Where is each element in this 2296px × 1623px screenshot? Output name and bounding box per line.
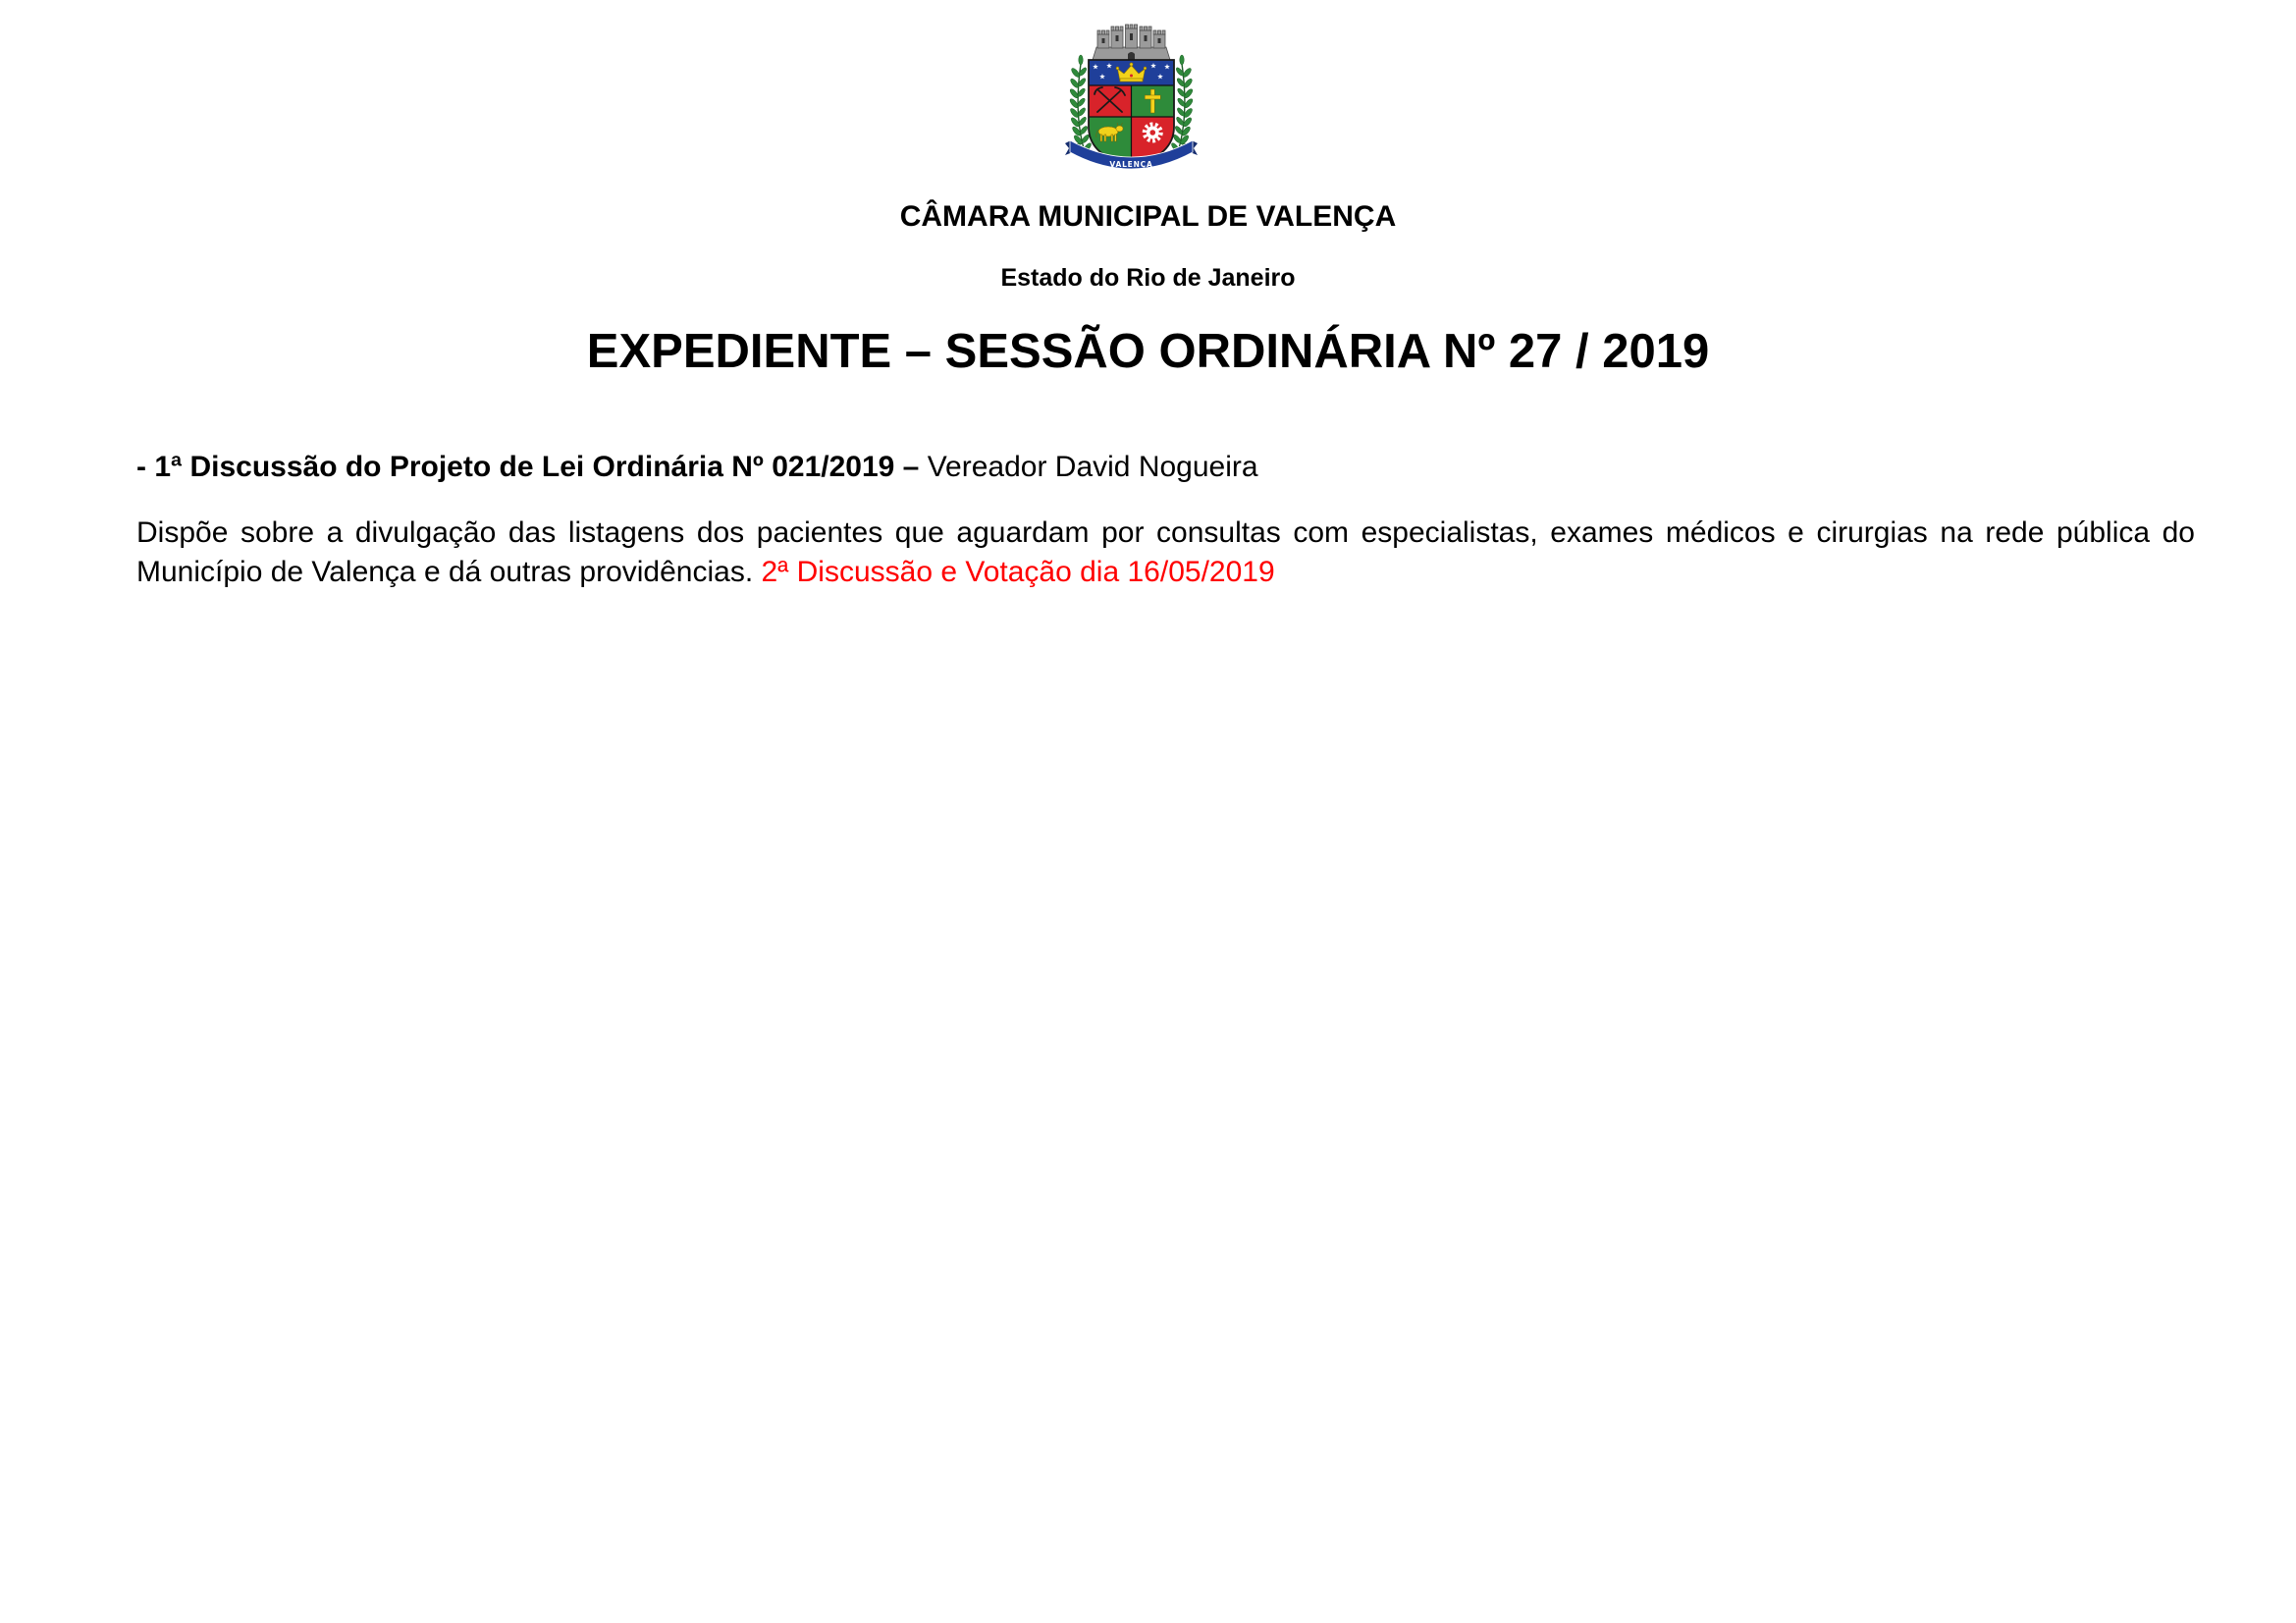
state-name: Estado do Rio de Janeiro	[1000, 264, 1296, 292]
vote-date-note: 2ª Discussão e Votação dia 16/05/2019	[761, 556, 1275, 588]
agenda-item-heading	[136, 448, 2195, 487]
shield	[1089, 60, 1174, 168]
bill-summary: Dispõe sobre a divulgação das listagens dos pacientes que aguardam por consultas com especialistas, exames médicos e cirurgias na rede pública do Município de Valença e dá outras providências.	[136, 516, 2195, 588]
bill-reference: - 1ª Discussão do Projeto de Lei Ordinária Nº 021/2019 –	[136, 451, 920, 483]
session-title: EXPEDIENTE – SESSÃO ORDINÁRIA Nº 27 / 2019	[586, 325, 1710, 378]
institution-name: CÂMARA MUNICIPAL DE VALENÇA	[899, 200, 1397, 233]
coat-of-arms-seal	[1065, 21, 1198, 185]
bill-author: Vereador David Nogueira	[927, 451, 1258, 483]
bill-description	[136, 514, 2195, 592]
ribbon-text: VALENÇA	[1109, 160, 1153, 169]
